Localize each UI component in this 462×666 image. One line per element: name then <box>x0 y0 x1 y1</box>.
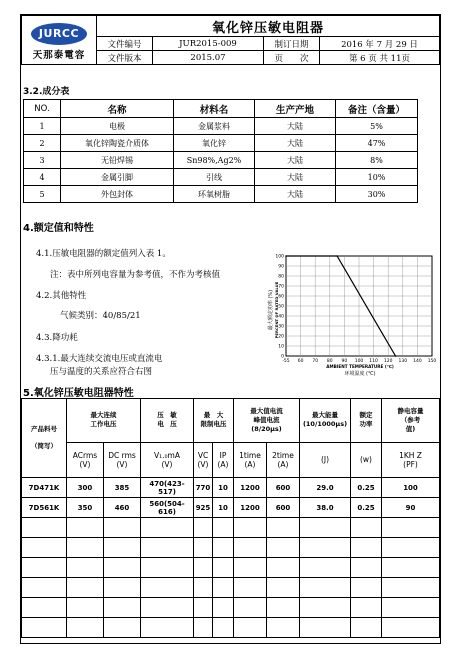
unit-v1ma-unit: (V) <box>161 459 173 469</box>
x-tick-label: 140 <box>413 359 422 364</box>
cell: 10 <box>213 498 234 518</box>
col-origin: 生产产地 <box>255 100 336 118</box>
col-continuous-label: 最大连续 <box>90 411 117 420</box>
unit-w: (w) <box>351 442 382 477</box>
col-continuous-voltage <box>67 399 141 443</box>
cell: 引线 <box>174 169 255 186</box>
col-peak-current <box>234 399 300 443</box>
unit-1time <box>234 442 267 477</box>
doc-no-label: 文件编号 <box>97 37 153 51</box>
col-peak-label-3: (8/20μs) <box>251 424 282 433</box>
company-name: 天那泰電容 <box>32 49 86 61</box>
ratings-text-5: 压与温度的关系应符合右图 <box>50 367 153 377</box>
col-cap-label: 静电容量 <box>397 406 424 415</box>
cell: 5% <box>336 118 418 135</box>
spec-unit-row <box>22 442 440 477</box>
cell: 大陆 <box>255 135 336 152</box>
chart-grid <box>285 255 432 357</box>
col-part-label: 产品料号 <box>31 425 57 433</box>
cell: 大陆 <box>255 169 336 186</box>
y-tick-label: 70 <box>278 284 284 290</box>
unit-vc-label: VC <box>197 450 209 460</box>
document-title: 氧化锌压敏电阻器 <box>97 16 440 37</box>
doc-no: JUR2015-009 <box>153 37 264 51</box>
cell: 385 <box>104 478 141 498</box>
cell: 47% <box>336 135 418 152</box>
col-rated-power <box>351 399 382 443</box>
cell: 氧化锌陶瓷介质体 <box>61 135 174 152</box>
cell: 460 <box>104 498 141 518</box>
ratings-text-4: 4.3.1.最大连续交流电压或直流电 <box>36 354 163 364</box>
cell: 大陆 <box>255 152 336 169</box>
climate-category: 气候类别：40/85/21 <box>60 311 141 321</box>
cell: 38.0 <box>300 498 351 518</box>
ratings-text-1: 4.1.压敏电阻器的额定值列入表 1。 <box>36 249 171 259</box>
unit-1time-label: 1time <box>239 450 261 460</box>
empty-row <box>22 618 440 638</box>
cell: 金属引脚 <box>61 169 174 186</box>
table-row <box>24 169 418 186</box>
cell: 大陆 <box>255 186 336 203</box>
empty-row <box>22 518 440 538</box>
cell: 5 <box>24 186 61 203</box>
table-row <box>24 118 418 135</box>
unit-acrms-label: ACrms <box>72 450 98 460</box>
unit-dcrms <box>104 442 141 477</box>
unit-2time <box>267 442 300 477</box>
logo-cell <box>22 16 97 65</box>
cell: 600 <box>267 498 300 518</box>
y-tick-label: 30 <box>278 324 284 330</box>
col-power-label-2: 功率 <box>359 420 373 429</box>
col-varistor-label: 压 敏 <box>157 411 177 420</box>
x-tick-label: 100 <box>354 359 364 364</box>
unit-vc <box>194 442 213 477</box>
col-clamp-label-2: 限制电压 <box>200 420 227 429</box>
spec-heading: 5.氧化锌压敏电阻器特性 <box>23 388 134 399</box>
unit-j: (J) <box>300 442 351 477</box>
unit-khz-unit: (PF) <box>403 459 418 469</box>
composition-header-row <box>24 100 418 118</box>
spec-table <box>21 398 440 638</box>
x-tick-label: -55 <box>282 359 290 364</box>
y-axis-label: PERCENT OF RATED VALUE <box>274 281 279 339</box>
x-axis-label: AMBIENT TEMPERATURE (℃) <box>326 364 394 369</box>
cell: 600 <box>267 478 300 498</box>
unit-2time-label: 2time <box>272 450 294 460</box>
table-row <box>22 478 440 498</box>
ratings-heading: 4.额定值和特性 <box>23 223 94 234</box>
cell: 环氧树脂 <box>174 186 255 203</box>
cell: 氧化锌 <box>174 135 255 152</box>
cell: 无铅焊锡 <box>61 152 174 169</box>
col-varistor-label-2: 电 压 <box>157 420 177 429</box>
unit-khz-label: 1KH Z <box>399 450 422 460</box>
cell: 7D561K <box>22 498 67 518</box>
cell: 0.25 <box>351 478 382 498</box>
cell: 1200 <box>234 498 267 518</box>
col-cap-label-2: （参考 <box>400 415 421 424</box>
composition-heading: 3.2.成分表 <box>23 87 70 97</box>
unit-dcrms-unit: (V) <box>116 459 128 469</box>
x-tick-label: 120 <box>383 359 393 364</box>
cell: 300 <box>67 478 104 498</box>
table-row <box>24 186 418 203</box>
cell: 10% <box>336 169 418 186</box>
y-tick-label: 50 <box>278 304 284 310</box>
cell: 电极 <box>61 118 174 135</box>
empty-row <box>22 558 440 578</box>
empty-row <box>22 538 440 558</box>
cell: 10 <box>213 478 234 498</box>
y-tick-label: 20 <box>278 334 284 340</box>
col-cap-label-3: 值) <box>405 424 416 433</box>
cell: 90 <box>382 498 440 518</box>
col-material: 材料名 <box>174 100 255 118</box>
col-no: NO. <box>24 100 61 118</box>
cell: 3 <box>24 152 61 169</box>
cell: 2 <box>24 135 61 152</box>
col-energy-label: 最大能量 <box>312 411 338 420</box>
table-row <box>24 135 418 152</box>
empty-row <box>22 578 440 598</box>
ratings-text-2: 4.2.其他特性 <box>36 291 87 301</box>
unit-ip <box>213 442 234 477</box>
cell: 29.0 <box>300 478 351 498</box>
y-tick-label: 0 <box>281 354 284 360</box>
cell: 8% <box>336 152 418 169</box>
ratings-text-3: 4.3.降功耗 <box>36 333 78 343</box>
y-tick-label: 60 <box>278 294 284 300</box>
col-part-label-2: （简写） <box>31 442 57 450</box>
unit-ip-unit: (A) <box>217 459 229 469</box>
col-peak-label: 最大值电流 <box>250 406 283 415</box>
page-number: 第 6 页 共 11页 <box>320 51 440 65</box>
col-max-energy <box>300 399 351 443</box>
cell: 925 <box>194 498 213 518</box>
derating-chart <box>258 248 440 378</box>
cell: 1200 <box>234 478 267 498</box>
cell: 1 <box>24 118 61 135</box>
cell: 7D471K <box>22 478 67 498</box>
col-energy-label-2: (10/1000μs) <box>302 420 348 429</box>
cell: 770 <box>194 478 213 498</box>
table-row <box>22 498 440 518</box>
table-row <box>24 152 418 169</box>
version-label: 文件版本 <box>97 51 153 65</box>
col-part-number <box>22 399 67 478</box>
cell: 560(504-616) <box>141 498 194 518</box>
col-peak-label-2: 峰值电流 <box>253 415 280 424</box>
cell: Sn98%,Ag2% <box>174 152 255 169</box>
col-name: 名称 <box>61 100 174 118</box>
cell: 4 <box>24 169 61 186</box>
version: 2015.07 <box>153 51 264 65</box>
date: 2016 年 7 月 29 日 <box>320 37 440 51</box>
cell: 大陆 <box>255 118 336 135</box>
unit-khz <box>382 442 440 477</box>
unit-v1ma <box>141 442 194 477</box>
col-capacitance <box>382 399 440 443</box>
x-tick-label: 90 <box>341 359 348 364</box>
cell: 30% <box>336 186 418 203</box>
col-clamping-voltage <box>194 399 234 443</box>
y-tick-label: 100 <box>275 254 284 260</box>
y-tick-label: 40 <box>278 314 284 320</box>
date-label: 制订日期 <box>264 37 320 51</box>
ratings-note: 注：表中所列电容量为参考值，不作为考核值 <box>50 270 221 280</box>
company-logo: JURCC <box>31 23 87 45</box>
page-label: 页 次 <box>264 51 320 65</box>
col-note: 备注（含量） <box>336 100 418 118</box>
x-tick-label: 150 <box>427 359 437 364</box>
y-tick-label: 90 <box>278 264 284 270</box>
col-clamp-label: 最 大 <box>203 411 224 420</box>
unit-acrms-unit: (V) <box>79 459 91 469</box>
col-varistor-voltage <box>141 399 194 443</box>
document-header <box>21 15 440 65</box>
col-continuous-label-2: 工作电压 <box>90 420 117 429</box>
y-tick-label: 10 <box>278 344 284 350</box>
col-power-label: 额定 <box>359 411 373 420</box>
unit-ip-label: IP <box>219 450 227 460</box>
unit-1time-unit: (A) <box>244 459 256 469</box>
unit-vc-unit: (V) <box>197 459 209 469</box>
unit-dcrms-label: DC rms <box>108 450 136 460</box>
composition-table <box>23 99 418 203</box>
cell: 470(423-517) <box>141 478 194 498</box>
cell: 100 <box>382 478 440 498</box>
y-axis-label-cn: 最大额定功率 (%) <box>268 289 274 331</box>
x-tick-label: 60 <box>297 359 304 364</box>
cell: 0.25 <box>351 498 382 518</box>
x-tick-label: 80 <box>326 359 333 364</box>
x-axis-label-cn: 环境温度 (℃) <box>344 371 376 377</box>
empty-row <box>22 598 440 618</box>
cell: 外包封体 <box>61 186 174 203</box>
x-tick-label: 110 <box>369 359 378 364</box>
unit-2time-unit: (A) <box>277 459 289 469</box>
x-tick-label: 70 <box>312 359 319 364</box>
unit-acrms <box>67 442 104 477</box>
x-tick-label: 130 <box>398 359 408 364</box>
unit-v1ma-label: V₁.₀mA <box>154 450 180 460</box>
spec-header-row <box>22 399 440 443</box>
y-tick-label: 80 <box>278 274 284 280</box>
cell: 金属浆料 <box>174 118 255 135</box>
cell: 350 <box>67 498 104 518</box>
